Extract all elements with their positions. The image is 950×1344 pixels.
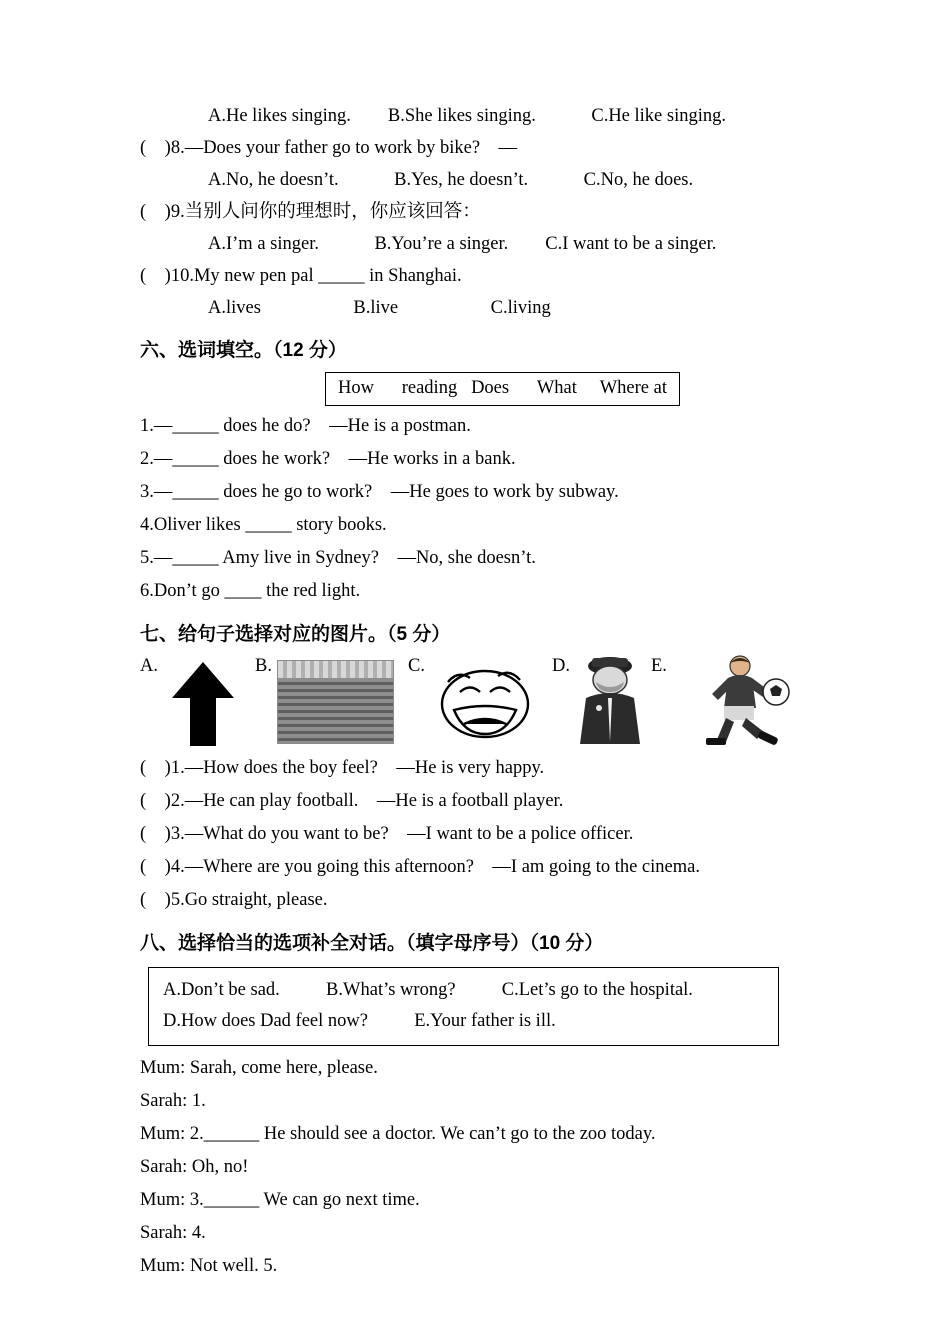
concert-hall-picture: [277, 660, 394, 744]
picture-label-c: C.: [408, 656, 425, 676]
section-6-item-5: 5.—_____ Amy live in Sydney? —No, she doesn’t.: [140, 548, 536, 568]
picture-label-b: B.: [255, 656, 272, 676]
dialog-line-3: Mum: 2.______ He should see a doctor. We can’t go to the zoo today.: [140, 1124, 656, 1144]
police-officer-icon: [574, 654, 646, 746]
up-arrow-picture: [168, 658, 238, 753]
section-8-option-line-2: D.How does Dad feel now? E.Your father is ill.: [163, 1011, 556, 1031]
picture-label-a: A.: [140, 656, 158, 676]
up-arrow-icon: [168, 658, 238, 748]
picture-label-d: D.: [552, 656, 570, 676]
section-7-item-5: ( )5.Go straight, please.: [140, 890, 328, 910]
picture-label-e: E.: [651, 656, 667, 676]
laughing-face-icon: [430, 662, 540, 742]
question-10-options: A.lives B.live C.living: [208, 298, 551, 318]
question-7-options: A.He likes singing. B.She likes singing. C.He like singing.: [208, 106, 726, 126]
police-officer-picture: [574, 654, 646, 751]
section-7-item-2: ( )2.—He can play football. —He is a football player.: [140, 791, 564, 811]
section-6-item-6: 6.Don’t go ____ the red light.: [140, 581, 361, 601]
section-6-item-1: 1.—_____ does he do? —He is a postman.: [140, 416, 471, 436]
section-6-item-3: 3.—_____ does he go to work? —He goes to work by subway.: [140, 482, 619, 502]
question-10-stem: ( )10.My new pen pal _____ in Shanghai.: [140, 266, 462, 286]
question-8-options: A.No, he doesn’t. B.Yes, he doesn’t. C.No, he does.: [208, 170, 694, 190]
dialog-line-4: Sarah: Oh, no!: [140, 1157, 249, 1177]
dialog-line-1: Mum: Sarah, come here, please.: [140, 1058, 378, 1078]
page-content: [140, 100, 820, 1283]
dialog-line-6: Sarah: 4.: [140, 1223, 206, 1243]
section-7-item-1: ( )1.—How does the boy feel? —He is very happy.: [140, 758, 545, 778]
concert-hall-image: [277, 660, 394, 744]
question-9-stem: ( )9.当别人问你的理想时，你应该回答：: [140, 202, 481, 222]
section-7-item-3: ( )3.—What do you want to be? —I want to be a police officer.: [140, 824, 634, 844]
question-9-options: A.I’m a singer. B.You’re a singer. C.I want to be a singer.: [208, 234, 717, 254]
dialog-line-5: Mum: 3.______ We can go next time.: [140, 1190, 420, 1210]
laughing-face-picture: [430, 662, 540, 747]
dialog-line-2: Sarah: 1.: [140, 1091, 206, 1111]
football-player-icon: [688, 654, 798, 746]
section-7-picture-row: [140, 654, 820, 752]
section-6-item-4: 4.Oliver likes _____ story books.: [140, 515, 387, 535]
dialog-line-7: Mum: Not well. 5.: [140, 1256, 278, 1276]
section-8-option-line-1: A.Don’t be sad. B.What’s wrong? C.Let’s go to the hospital.: [163, 980, 693, 1000]
section-7-item-4: ( )4.—Where are you going this afternoon? —I am going to the cinema.: [140, 857, 700, 877]
section-8-heading: 八、选择恰当的选项补全对话。（填字母序号）（10 分）: [140, 933, 604, 954]
section-8-option-box: [148, 967, 779, 1046]
section-7-heading: 七、给句子选择对应的图片。（5 分）: [140, 624, 451, 645]
section-6-heading: 六、选词填空。（12 分）: [140, 340, 347, 361]
football-player-picture: [688, 654, 798, 751]
section-6-word-bank: How reading Does What Where at: [325, 372, 680, 406]
question-8-stem: ( )8.—Does your father go to work by bike? —: [140, 138, 518, 158]
section-6-item-2: 2.—_____ does he work? —He works in a bank.: [140, 449, 516, 469]
